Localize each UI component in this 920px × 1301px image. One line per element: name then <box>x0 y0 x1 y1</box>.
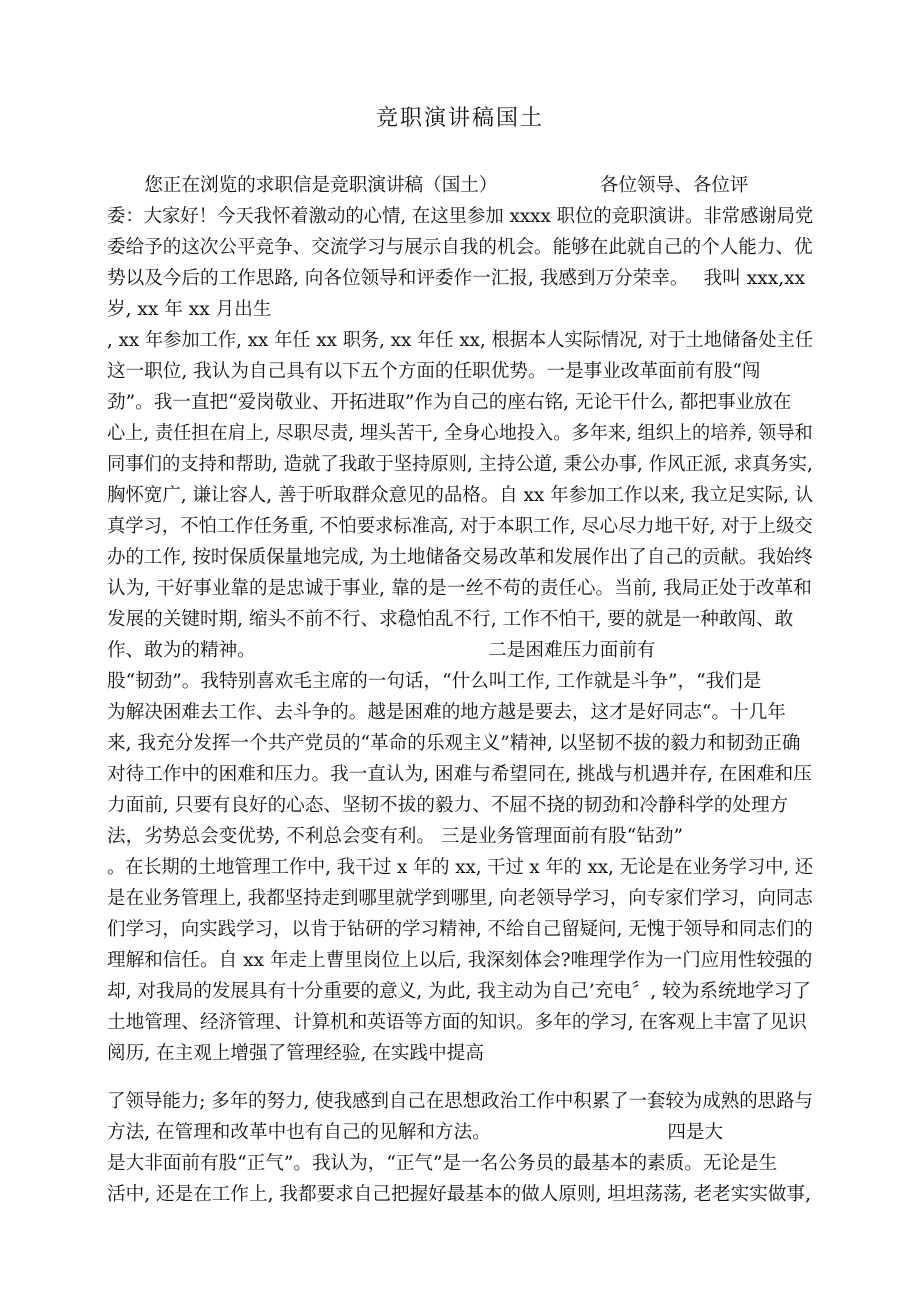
body-line: 作、敢为的精神。 二是困难压力面前有 <box>107 640 656 661</box>
body-line: 理解和信任。自 xx 年走上曹里岗位上以后, 我深刻体会?唯理学作为一门应用性较强的 <box>107 950 813 971</box>
body-line: , xx 年参加工作, xx 年任 xx 职务, xx 年任 xx, 根据本人实际情况, 对于土地储备处主任 <box>107 330 814 351</box>
body-line: 发展的关键时期, 缩头不前不行、求稳怕乱不行, 工作不怕干, 要的就是一种敢闯、敢 <box>107 609 794 630</box>
body-line: 股“韧劲”。我特别喜欢毛主席的一句话，“什么叫工作, 工作就是斗争”，“我们是 <box>107 671 762 692</box>
body-line: 办的工作, 按时保质保量地完成, 为土地储备交易改革和发展作出了自己的贡献。我始终 <box>107 547 813 568</box>
body-line: 为解决困难去工作、去斗争的。越是困难的地方越是要去，这才是好同志“。十几年 <box>107 702 786 723</box>
body-line: 方法, 在管理和改革中也有自己的见解和方法。 四是大 <box>107 1122 724 1143</box>
body-line: 势以及今后的工作思路, 向各位领导和评委作一汇报, 我感到万分荣幸。 我叫 xxx,xx <box>107 268 806 289</box>
body-line: 您正在浏览的求职信是竞职演讲稿（国土） 各位领导、各位评 <box>107 175 749 196</box>
document-title: 竞职演讲稿国土 <box>375 106 544 131</box>
body-line: 却, 对我局的发展具有十分重要的意义, 为此, 我主动为自己’充电〞, 较为系统地学习了 <box>107 981 811 1002</box>
body-line: 岁, xx 年 xx 月出生 <box>107 299 272 320</box>
body-line: 真学习，不怕工作任务重, 不怕要求标准高, 对于本职工作, 尽心尽力地干好, 对于上级交 <box>107 516 813 537</box>
body-line: 同事们的支持和帮助, 造就了我敢于坚持原则, 主持公道, 秉公办事, 作风正派, 求真务实, <box>107 454 813 475</box>
body-line: 对待工作中的困难和压力。我一直认为, 困难与希望同在, 挑战与机遇并存, 在困难和压 <box>107 764 812 785</box>
body-line: 委：大家好！今天我怀着激动的心情, 在这里参加 xxxx 职位的竞职演讲。非常感谢局党 <box>107 206 814 227</box>
body-line: 阅历, 在主观上增强了管理经验, 在实践中提高 <box>107 1043 484 1064</box>
body-line: 来, 我充分发挥一个共产党员的“革命的乐观主义”精神, 以坚韧不拔的毅力和韧劲正确 <box>107 733 801 754</box>
body-line: 们学习，向实践学习，以肯于钻研的学习精神, 不给自己留疑问, 无愧于领导和同志们的 <box>107 919 813 940</box>
body-line: 法，劣势总会变优势, 不利总会变有利。 三是业务管理面前有股“钻劲” <box>107 826 683 847</box>
body-line: 力面前, 只要有良好的心态、坚韧不拔的毅力、不屈不挠的韧劲和冷静科学的处理方 <box>107 795 789 816</box>
body-line: 了领导能力; 多年的努力, 使我感到自己在思想政治工作中积累了一套较为成熟的思路与 <box>107 1091 813 1112</box>
body-line: 活中, 还是在工作上, 我都要求自己把握好最基本的做人原则, 坦坦荡荡, 老老实实做事, <box>107 1184 811 1205</box>
body-line: 胸怀宽广, 谦让容人, 善于听取群众意见的品格。自 xx 年参加工作以来, 我立足实际, 认 <box>107 485 814 506</box>
body-line: 是大非面前有股“正气”。我认为，“正气”是一名公务员的最基本的素质。无论是生 <box>107 1153 778 1174</box>
body-line: 心上, 责任担在肩上, 尽职尽责, 埋头苦干, 全身心地投入。多年来, 组织上的培养, 领导和 <box>107 423 813 444</box>
body-line: 。在长期的土地管理工作中, 我干过 x 年的 xx, 干过 x 年的 xx, 无论是在业务学习中, 还 <box>107 857 814 878</box>
body-line: 土地管理、经济管理、计算机和英语等方面的知识。多年的学习, 在客观上丰富了见识 <box>107 1012 807 1033</box>
body-line: 认为, 干好事业靠的是忠诚于事业, 靠的是一丝不苟的责任心。当前, 我局正处于改革和 <box>107 578 812 599</box>
body-line: 委给予的这次公平竞争、交流学习与展示自我的机会。能够在此就自己的个人能力、优 <box>107 237 813 258</box>
body-line: 是在业务管理上, 我都坚持走到哪里就学到哪里, 向老领导学习，向专家们学习，向同志 <box>107 888 813 909</box>
body-line: 劲”。我一直把“爱岗敬业、开拓进取”作为自己的座右铭, 无论干什么, 都把事业放在 <box>107 392 792 413</box>
body-line: 这一职位, 我认为自己具有以下五个方面的任职优势。一是事业改革面前有股“闯 <box>107 361 761 382</box>
